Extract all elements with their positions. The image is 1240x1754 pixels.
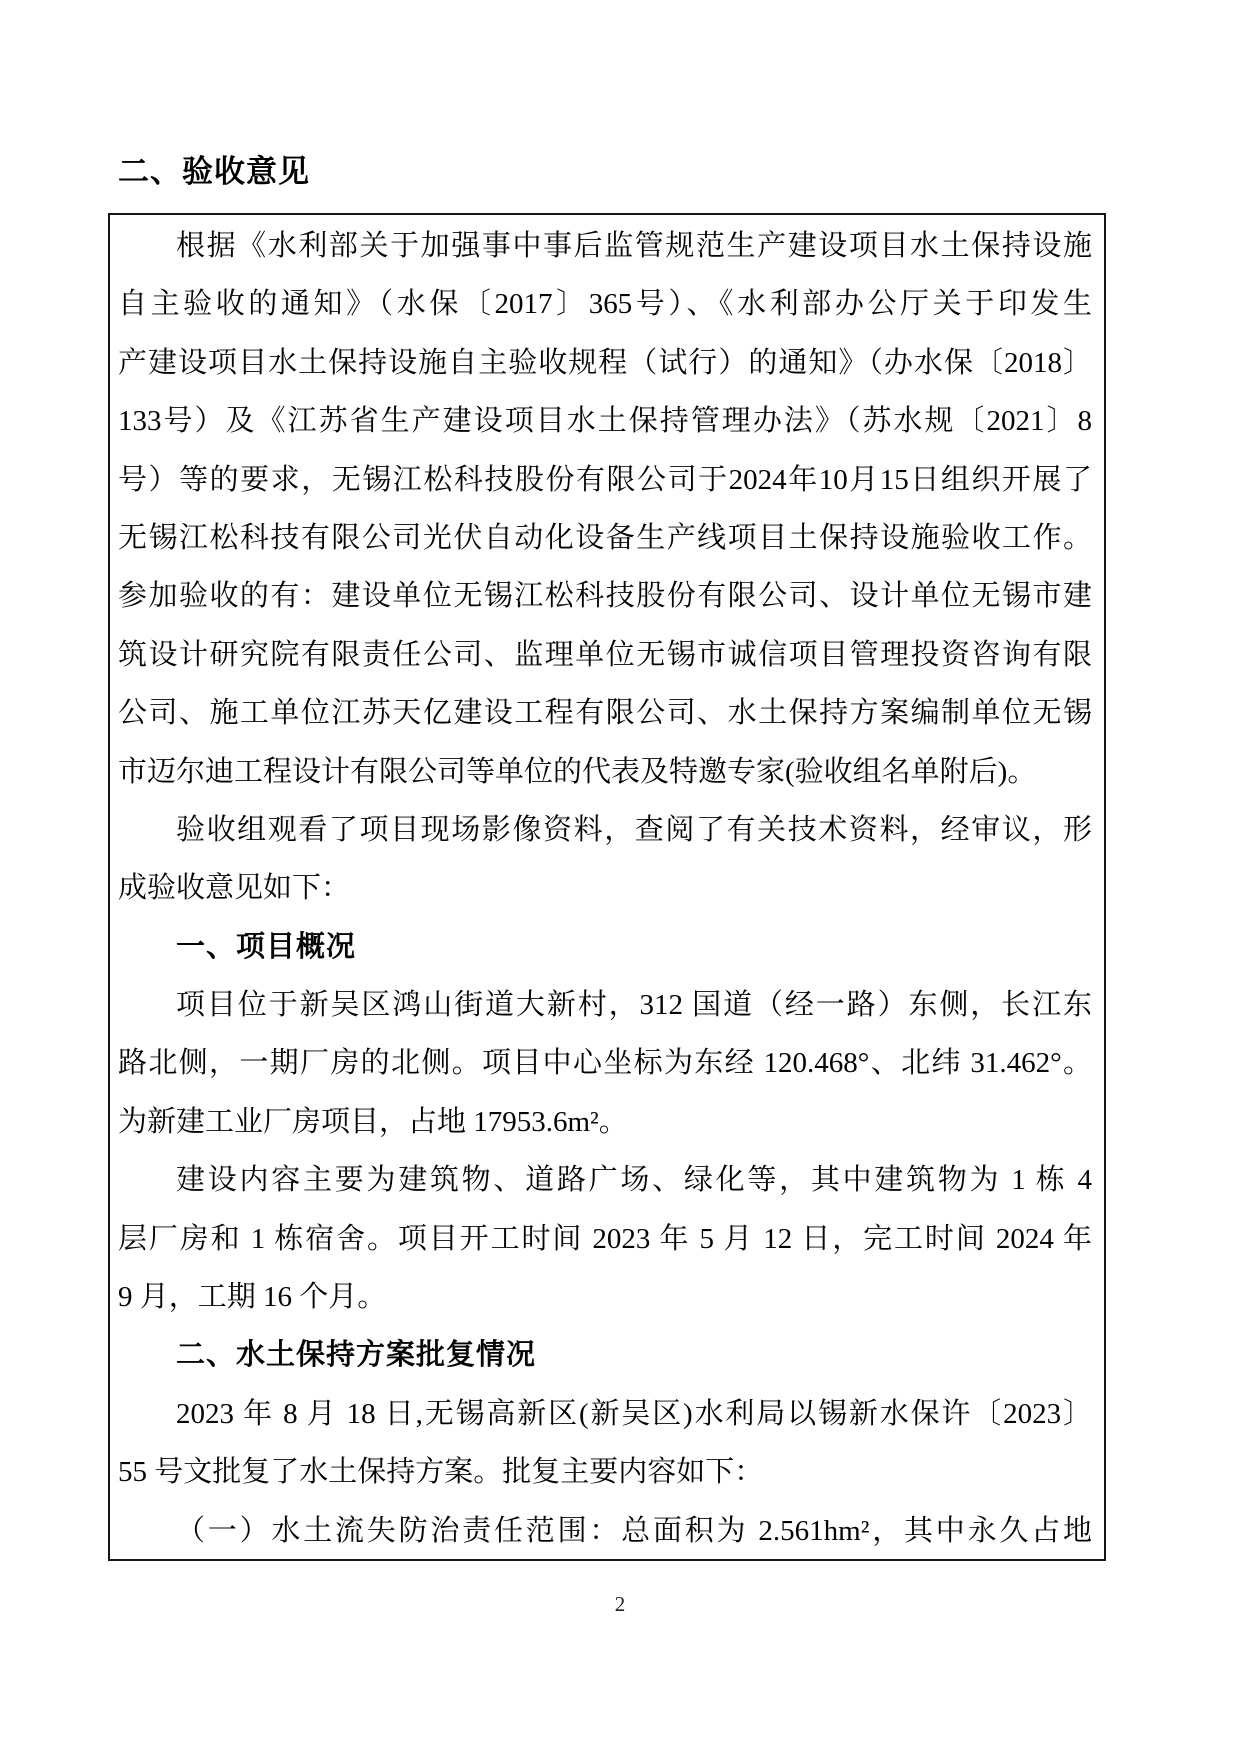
page-title: 二、验收意见 xyxy=(118,154,310,189)
text-line: 号）等的要求，无锡江松科技股份有限公司于2024年10月15日组织开展了 xyxy=(118,463,1092,496)
text-line: 筑设计研究院有限责任公司、监理单位无锡市诚信项目管理投资咨询有限 xyxy=(118,638,1092,671)
text-line: 建设内容主要为建筑物、道路广场、绿化等，其中建筑物为 1 栋 4 xyxy=(176,1164,1092,1197)
text-line: 参加验收的有：建设单位无锡江松科技股份有限公司、设计单位无锡市建 xyxy=(118,580,1092,613)
text-line: 公司、施工单位江苏天亿建设工程有限公司、水土保持方案编制单位无锡 xyxy=(118,697,1092,730)
text-line: 路北侧，一期厂房的北侧。项目中心坐标为东经 120.468°、北纬 31.462°。 xyxy=(118,1047,1092,1080)
text-line: （一）水土流失防治责任范围：总面积为 2.561hm²，其中永久占地 xyxy=(176,1514,1092,1547)
content-border-box xyxy=(108,213,1106,1561)
text-line: 层厂房和 1 栋宿舍。项目开工时间 2023 年 5 月 12 日，完工时间 2024 年 xyxy=(118,1222,1092,1255)
page-number: 2 xyxy=(614,1592,626,1616)
text-line: 项目位于新吴区鸿山街道大新村，312 国道（经一路）东侧，长江东 xyxy=(176,989,1092,1022)
section-heading: 一、项目概况 xyxy=(176,930,357,963)
text-line: 55 号文批复了水土保持方案。批复主要内容如下： xyxy=(118,1456,764,1489)
text-line: 产建设项目水土保持设施自主验收规程（试行）的通知》（办水保〔2018〕 xyxy=(118,346,1092,379)
text-line: 成验收意见如下： xyxy=(118,872,351,905)
text-line: 133号）及《江苏省生产建设项目水土保持管理办法》（苏水规〔2021〕8 xyxy=(118,405,1092,438)
section-heading: 二、水土保持方案批复情况 xyxy=(176,1339,537,1372)
text-line: 市迈尔迪工程设计有限公司等单位的代表及特邀专家(验收组名单附后)。 xyxy=(118,755,1037,788)
text-line: 为新建工业厂房项目，占地 17953.6m²。 xyxy=(118,1105,628,1138)
text-line: 9 月，工期 16 个月。 xyxy=(118,1281,387,1314)
text-line: 根据《水利部关于加强事中事后监管规范生产建设项目水土保持设施 xyxy=(176,230,1092,262)
text-line: 2023 年 8 月 18 日,无锡高新区(新吴区)水利局以锡新水保许〔2023〕 xyxy=(176,1397,1092,1430)
text-line: 自主验收的通知》（水保〔2017〕365号）、《水利部办公厅关于印发生 xyxy=(118,288,1092,321)
text-line: 无锡江松科技有限公司光伏自动化设备生产线项目土保持设施验收工作。 xyxy=(118,521,1092,554)
text-line: 验收组观看了项目现场影像资料，查阅了有关技术资料，经审议，形 xyxy=(176,813,1092,846)
